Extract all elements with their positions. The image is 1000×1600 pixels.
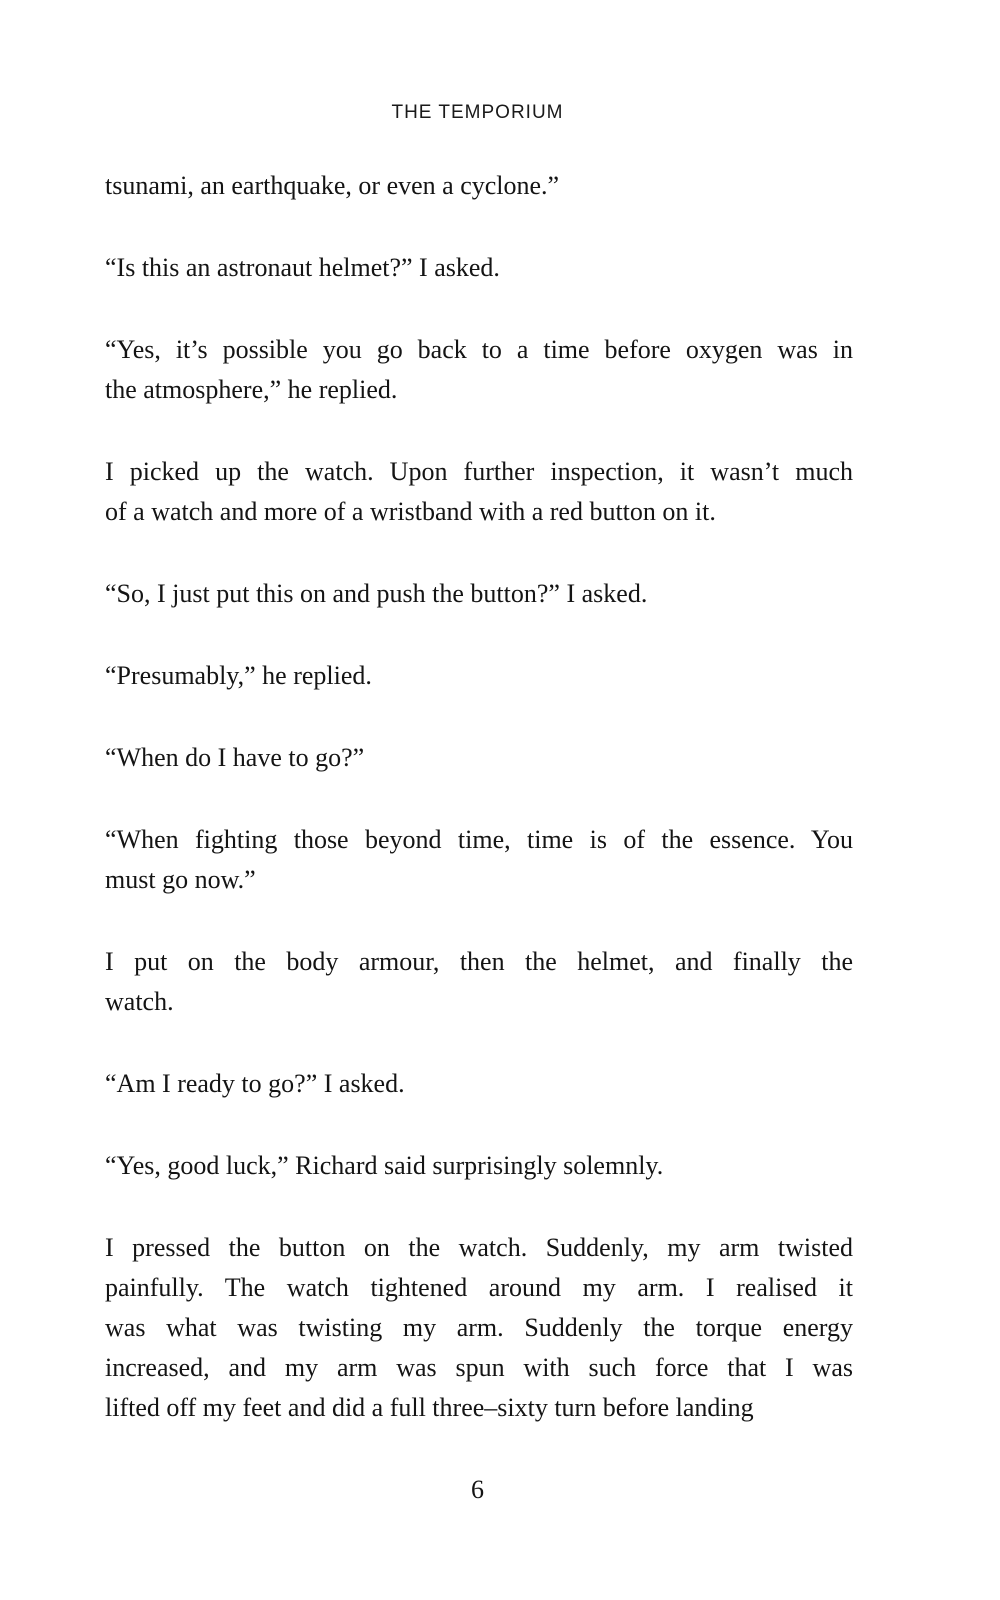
text-line: “So, I just put this on and push the button?” I asked. (105, 579, 648, 608)
page-number: 6 (471, 1475, 484, 1504)
text-line: of a watch and more of a wristband with a red button on it. (105, 497, 716, 526)
paragraph (105, 166, 853, 206)
paragraph (105, 1064, 853, 1104)
body-text (105, 166, 853, 1428)
text-line: I pressed the button on the watch. Suddenly, my arm twisted (105, 1233, 853, 1262)
text-line: I put on the body armour, then the helmet, and finally the (105, 947, 853, 976)
running-header: THE TEMPORIUM (391, 102, 564, 123)
paragraph (105, 1146, 853, 1186)
text-line: lifted off my feet and did a full three–sixty turn before landing (105, 1393, 754, 1422)
text-line: increased, and my arm was spun with such force that I was (105, 1353, 853, 1382)
text-line: “Yes, it’s possible you go back to a time before oxygen was in (105, 335, 853, 364)
text-line: was what was twisting my arm. Suddenly the torque energy (105, 1313, 853, 1342)
paragraph (105, 656, 853, 696)
paragraph (105, 574, 853, 614)
paragraph (105, 1228, 853, 1428)
text-line: must go now.” (105, 865, 256, 894)
paragraph (105, 820, 853, 900)
text-line: the atmosphere,” he replied. (105, 375, 398, 404)
text-line: “Yes, good luck,” Richard said surprisingly solemnly. (105, 1151, 664, 1180)
text-line: “When do I have to go?” (105, 743, 365, 772)
paragraph (105, 452, 853, 532)
text-line: “Is this an astronaut helmet?” I asked. (105, 253, 500, 282)
text-line: “Am I ready to go?” I asked. (105, 1069, 405, 1098)
text-line: “Presumably,” he replied. (105, 661, 372, 690)
text-line: watch. (105, 987, 174, 1016)
paragraph (105, 248, 853, 288)
text-line: I picked up the watch. Upon further inspection, it wasn’t much (105, 457, 853, 486)
text-line: tsunami, an earthquake, or even a cyclone.” (105, 171, 560, 200)
text-line: painfully. The watch tightened around my arm. I realised it (105, 1273, 853, 1302)
paragraph (105, 738, 853, 778)
text-line: “When fighting those beyond time, time is of the essence. You (105, 825, 853, 854)
paragraph (105, 942, 853, 1022)
paragraph (105, 330, 853, 410)
